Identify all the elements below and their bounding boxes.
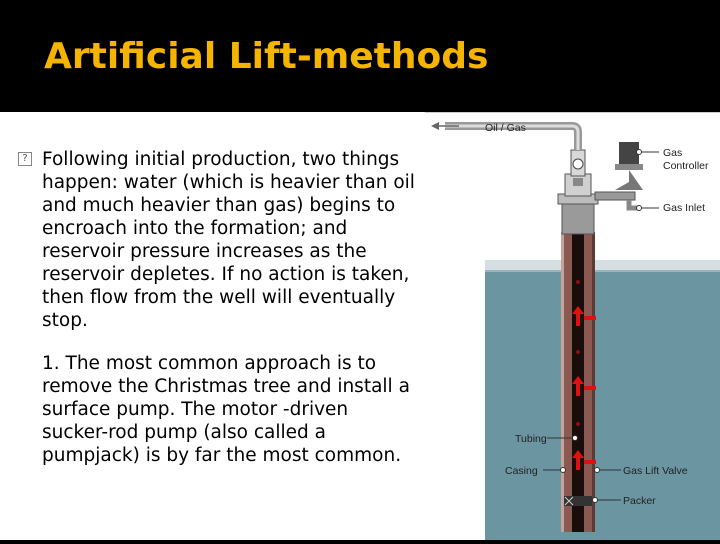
title-bar <box>0 0 720 112</box>
paragraph-1 <box>18 148 418 332</box>
gas-lift-diagram <box>425 112 720 540</box>
label-gas-controller-2: Controller <box>663 160 709 172</box>
paragraph-2: 1. The most common approach is to remove the Christmas tree and install a surface pump. The motor -driven sucker-rod pump (also called a pumpjack) is by far the most common. <box>42 353 410 466</box>
label-gas-inlet: Gas Inlet <box>663 202 706 214</box>
label-gas-controller-1: Gas <box>663 147 683 159</box>
paragraph-1-text: Following initial production, two things happen: water (which is heavier than oil and much heavier than gas) begins to encroach into the formation; and reservoir pressure increases as the reservoir depletes. If no action is taken, then flow from the well will eventually stop. <box>42 149 415 331</box>
label-tubing: Tubing <box>515 433 547 445</box>
pressure-gauge-icon <box>573 159 583 169</box>
label-packer: Packer <box>623 495 656 507</box>
label-gas-lift-valve: Gas Lift Valve <box>623 465 688 477</box>
wellhead-body <box>562 202 594 234</box>
text-column <box>18 148 418 467</box>
label-oil-gas: Oil / Gas <box>485 122 526 134</box>
gas-controller-icon <box>619 142 639 164</box>
label-casing: Casing <box>505 465 538 477</box>
slide-title: Artificial Lift-methods <box>44 36 489 77</box>
packer-block <box>564 496 592 506</box>
gas-lift-svg <box>425 112 720 540</box>
checkbox-bullet-icon: ? <box>18 152 32 166</box>
